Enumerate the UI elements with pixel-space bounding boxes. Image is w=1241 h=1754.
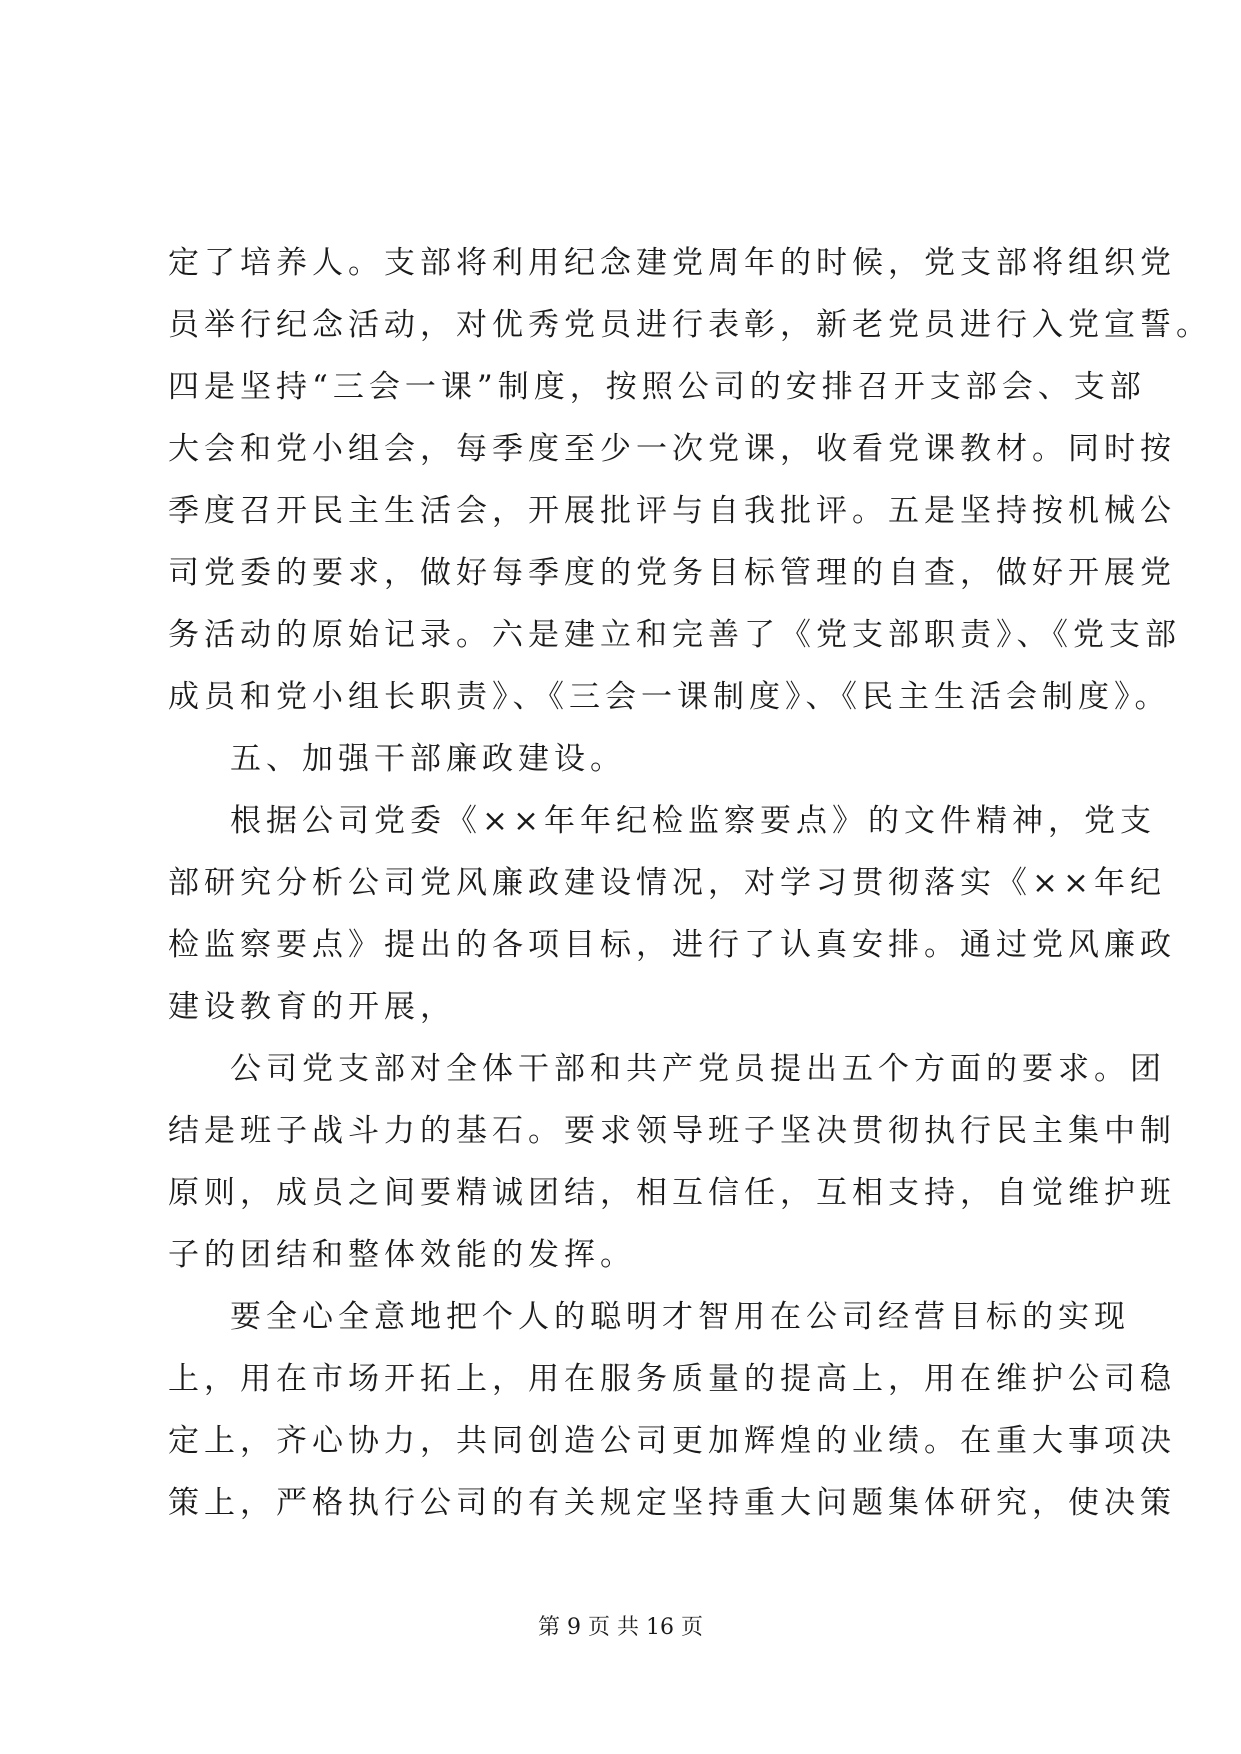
- text-line: 季度召开民主生活会，开展批评与自我批评。五是坚持按机械公: [168, 493, 1176, 529]
- body-text: [168, 232, 1212, 1534]
- text-line: 上，用在市场开拓上，用在服务质量的提高上，用在维护公司稳: [168, 1361, 1176, 1397]
- text-line: 策上，严格执行公司的有关规定坚持重大问题集体研究，使决策: [168, 1485, 1176, 1521]
- text-line: 结是班子战斗力的基石。要求领导班子坚决贯彻执行民主集中制: [168, 1113, 1176, 1149]
- text-line: 公司党支部对全体干部和共产党员提出五个方面的要求。团: [230, 1051, 1166, 1087]
- section-heading: 五、加强干部廉政建设。: [230, 741, 626, 777]
- text-line: 部研究分析公司党风廉政建设情况，对学习贯彻落实《××年纪: [168, 865, 1166, 901]
- text-line: 大会和党小组会，每季度至少一次党课，收看党课教材。同时按: [168, 431, 1176, 467]
- text-line: 司党委的要求，做好每季度的党务目标管理的自查，做好开展党: [168, 555, 1176, 591]
- text-line: 定了培养人。支部将利用纪念建党周年的时候，党支部将组织党: [168, 245, 1176, 281]
- text-line: 子的团结和整体效能的发挥。: [168, 1237, 636, 1273]
- text-line: 原则，成员之间要精诚团结，相互信任，互相支持，自觉维护班: [168, 1175, 1176, 1211]
- text-line: 成员和党小组长职责》、《三会一课制度》、《民主生活会制度》。: [168, 679, 1171, 715]
- text-line: 四是坚持“三会一课”制度，按照公司的安排召开支部会、支部: [168, 369, 1146, 405]
- text-line: 要全心全意地把个人的聪明才智用在公司经营目标的实现: [230, 1299, 1130, 1335]
- text-line: 建设教育的开展，: [168, 989, 456, 1025]
- text-line: 根据公司党委《××年年纪检监察要点》的文件精神，党支: [230, 803, 1156, 839]
- text-line: 定上，齐心协力，共同创造公司更加辉煌的业绩。在重大事项决: [168, 1423, 1176, 1459]
- text-line: 员举行纪念活动，对优秀党员进行表彰，新老党员进行入党宣誓。: [168, 307, 1212, 343]
- text-line: 务活动的原始记录。六是建立和完善了《党支部职责》、《党支部: [168, 617, 1181, 653]
- page-number-footer: 第 9 页 共 16 页: [538, 1615, 703, 1640]
- text-line: 检监察要点》提出的各项目标，进行了认真安排。通过党风廉政: [168, 927, 1176, 963]
